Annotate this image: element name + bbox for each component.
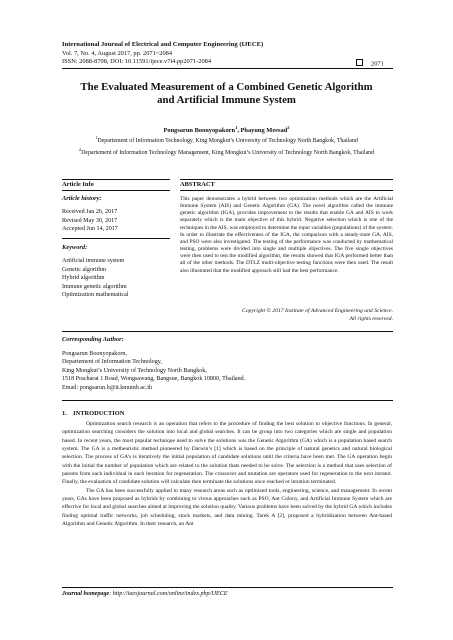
paper-title [50, 81, 403, 108]
corresponding-label: Corresponding Author: [62, 336, 124, 343]
abstract-top-rule [180, 179, 393, 180]
abstract-heading: ABSTRACT [180, 181, 215, 188]
introduction-body [62, 420, 392, 528]
keyword-item: Immune genetic algorithm [62, 283, 127, 290]
keyword-item: Optimization mathematical [62, 292, 129, 299]
keyword-item: Genetic algorithm [62, 266, 107, 273]
copyright-notice [180, 308, 393, 323]
affiliation-2-sup: 2 [78, 146, 82, 152]
page-number-block [356, 59, 384, 68]
keyword-item: Artificial immune system [62, 258, 125, 265]
square-icon [356, 59, 363, 66]
info-heading-rule [62, 190, 170, 191]
corresponding-top-rule [62, 331, 393, 332]
keyword-item: Hybrid algorithm [62, 275, 105, 282]
article-info-heading: Article Info [62, 181, 94, 188]
affiliation-1 [68, 134, 385, 146]
journal-volume: Vol. 7, No. 4, August 2017, pp. 2071~2084 [62, 49, 173, 57]
title-line-1: The Evaluated Measurement of a Combined Genetic Algorithm [80, 81, 373, 93]
history-received: Received Jan 26, 2017 [62, 209, 118, 216]
author-list [50, 125, 403, 134]
keyword-list [62, 244, 170, 299]
corresponding-bottom-rule [62, 400, 393, 401]
affiliation-1-sup: 1 [95, 135, 98, 140]
history-label: Article history: [62, 195, 102, 202]
introduction-paragraph-2: The GA has been successfully applied to many research areas such as optimized tools, engineering, science, and management. In recent years, GAs have been proposed as hybrids by combining to virous approaches such as PSO, Ant Colony, and Artificial Immune System which are effective for local and global searches aimed at improving the solution quality. Various problems have been solved by the hybrid GA which includes finding optimal traffic networks, job scheduling, stock markets, and data mining. Tarek A [2], proposed a hybridization between Ant-based Algorithm and Genetic Algorithm. In their research, an Ant [62, 487, 392, 528]
header-rule [62, 68, 393, 69]
affiliation-1-text: Departement of Information Technology, King Mongkut’s University of Technology North Bangkok, Thailand [97, 137, 358, 144]
copyright-line: Copyright © 2017 Institute of Advanced Engineering and Science. [242, 308, 393, 314]
corresponding-dept: Departement of Information Technology, [62, 359, 162, 366]
rights-line: All rights reserved. [349, 315, 393, 322]
author-1: Pongsarun Boonyopakorn [163, 127, 236, 135]
abstract-text: This paper demonstrates a hybrid between two optimization methods which are the Artificial Immune System (AIS) and Genetic Algorithm (GA). The novel algorithm called the immune genetic algorithm (IGA), provides improvement to the results that enable GA and AIS to work separately which is the main objective of this hybrid. Negative selection which is one of the techniques in the AIS, was employed to determine the input variables (populations) of the system. In order to illustrate the effectiveness of the IGA, the comparison with a steady-state GA, AIS, and PSO were also investigated. The testing of the performance was conducted by mathematical testing, problems were divided into single and multiple objectives. The five single objectives were then used to test the modified algorithm, the results showed that IGA performed better than all of the other methods. The DTLZ multi-objective testing functions were then used. The result also illustrated that the modified approach still had the best performance. [180, 196, 393, 274]
affiliations [68, 134, 385, 158]
title-line-2: and Artificial Immune System [157, 94, 296, 107]
author-2-sup: 2 [287, 125, 290, 130]
corresponding-university: King Mongkut’s University of Technology North Bangkok, [62, 367, 207, 374]
journal-header [62, 41, 402, 67]
affiliation-2-text: Departement of Information Technology Management, King Mongkut’s University of Technology North Bangkok, Thailand [81, 149, 375, 156]
abstract-heading-rule [180, 190, 393, 191]
info-top-rule [62, 179, 170, 180]
keyword-label: Keyword: [62, 244, 88, 251]
footer-label: Journal homepage [62, 591, 110, 597]
footer-url[interactable]: : http://iaesjournal.com/online/index.php/IJECE [109, 591, 228, 597]
page-number: 2071 [371, 60, 384, 68]
journal-name: International Journal of Electrical and Computer Engineering (IJECE) [62, 41, 264, 48]
introduction-heading: 1. INTRODUCTION [62, 410, 125, 417]
history-rule [62, 238, 170, 239]
corresponding-details [62, 350, 362, 392]
history-revised: Revised May 30, 2017 [62, 217, 118, 224]
journal-issn: ISSN: 2088-8708, DOI: 10.11591/ijece.v7i4.pp2071-2084 [62, 58, 212, 66]
article-history [62, 195, 170, 234]
corresponding-email: Email: pongsarun.b@it.kmutnb.ac.th [62, 384, 153, 391]
journal-footer [62, 591, 228, 597]
author-2: Phayung Meesad [240, 127, 288, 135]
footer-rule [62, 587, 393, 588]
author-1-sup: 1 [235, 125, 238, 130]
affiliation-2 [68, 146, 385, 158]
corresponding-address: 1518 Pracharat 1 Road, Wongsawang, Bangsue, Bangkok 10800, Thailand. [62, 376, 246, 383]
author-separator: , [237, 127, 241, 135]
history-accepted: Accepted Jun 14, 2017 [62, 226, 118, 233]
corresponding-name: Pongsarun Boonyopakorn, [62, 351, 127, 357]
introduction-paragraph-1: Optimization search research is an operation that refers to the procedure of finding the best solution to objective functions. In general, optimization searching considers the solution into local and global searches. It can be group into two categories which are single and population based. In recent years, the most popular technique used to solve the solutions was the Genetic Algorithm (GA) which is a population based search system. The GA is a metheuristic method pioneered by Darwin’s [1] which is based on the principle of natural genetics and natural biological selection. The process of GA’s is iteratively the initial population of candidate solutions until the criteria have been met. The GA operation begin with the initial the number of population which are related to the solution thats needed to be solve. The selection is a method that uses selection of parents from each individual in each iteration for regeneration. The crossover and mutation are operators used for regeneration to the next iterator. Finally, the evaluation of candidate solution will calculate then terminate the solutions once reached or iteration terminated. [62, 421, 392, 486]
